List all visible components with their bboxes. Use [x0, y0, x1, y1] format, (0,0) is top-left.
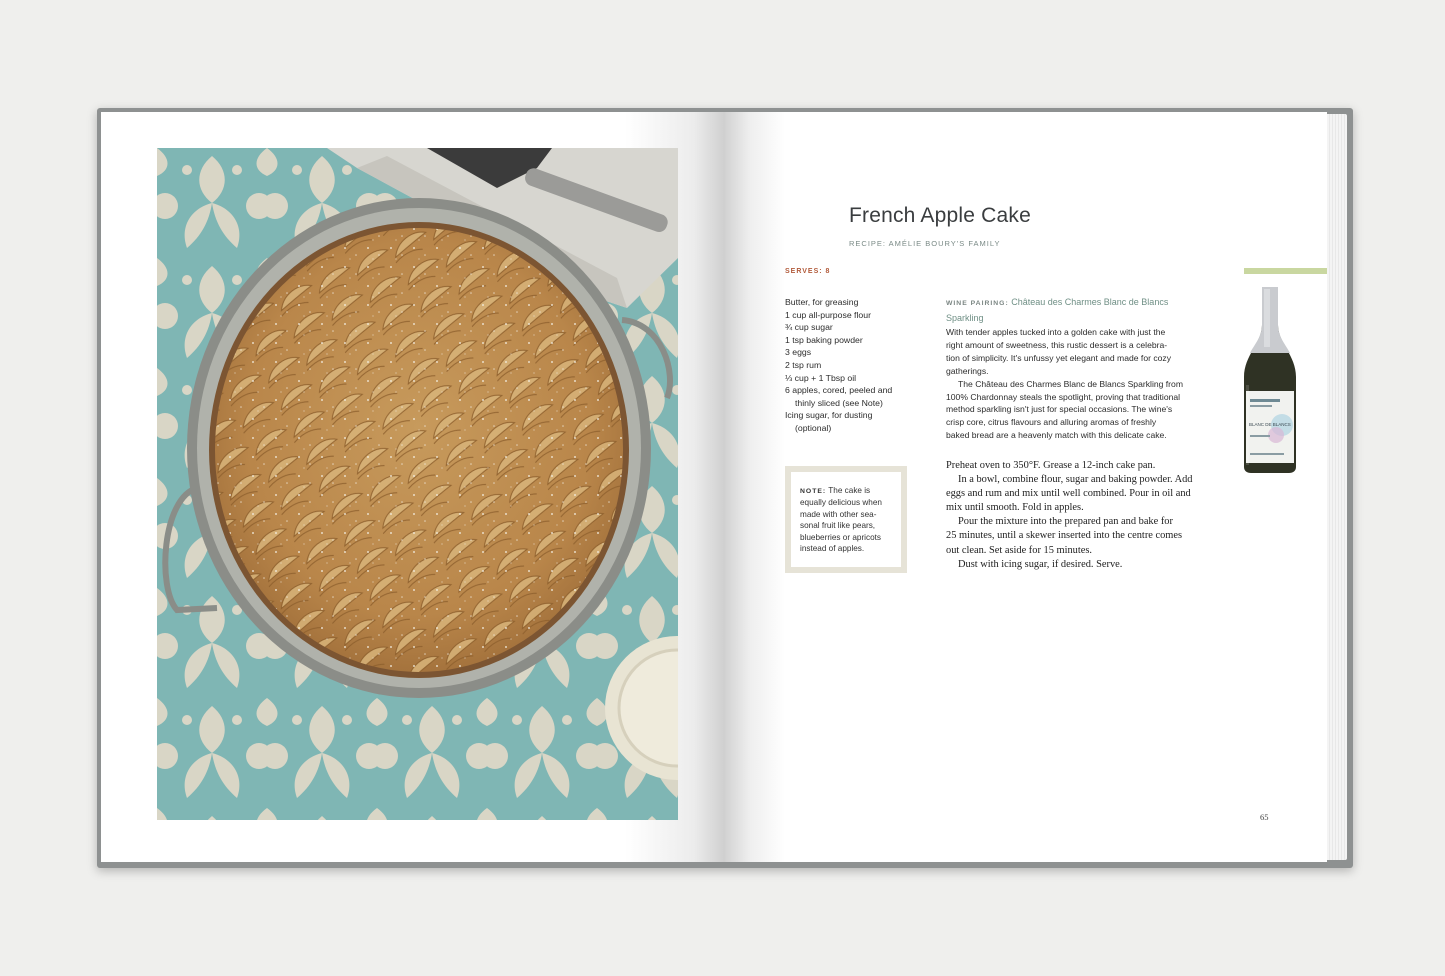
method-line: Dust with icing sugar, if desired. Serve.: [958, 558, 1123, 570]
method-line: eggs and rum and mix until well combined. Pour in oil and: [946, 488, 1191, 500]
description-line: With tender apples tucked into a golden cake with just the: [946, 327, 1166, 337]
description-line: baked bread are a heavenly match with this delicate cake.: [946, 430, 1167, 441]
note-text: sonal fruit like pears,: [800, 521, 876, 531]
description-line: crisp core, citrus flavours and alluring aromas of freshly: [946, 417, 1157, 428]
ingredient-item: thinly sliced (see Note): [795, 397, 883, 408]
note-text: instead of apples.: [800, 544, 865, 554]
ingredient-item: Icing sugar, for dusting: [785, 410, 873, 421]
note-label: NOTE:: [800, 488, 827, 495]
ingredient-item: ⅓ cup + 1 Tbsp oil: [785, 372, 857, 383]
description-line: gatherings.: [946, 365, 989, 376]
apple-cake-photo: [157, 148, 678, 820]
wine-pairing: [946, 295, 1216, 325]
accent-bar: [1244, 268, 1327, 274]
ingredient-item: ¾ cup sugar: [785, 322, 833, 333]
page-number: 65: [1260, 812, 1269, 822]
ingredient-item: (optional): [795, 422, 832, 433]
ingredient-item: Butter, for greasing: [785, 297, 859, 307]
ingredients-list: [785, 296, 915, 435]
wine-bottle-image: [1240, 285, 1300, 480]
wine-pairing-label: WINE PAIRING:: [946, 300, 1009, 307]
note-text: The cake is: [826, 486, 871, 495]
bottle-label-text: BLANC DE BLANCS: [1249, 422, 1291, 427]
recipe-description: [946, 326, 1216, 442]
note-box: [785, 466, 907, 573]
description-line: tion of simplicity. It's unfussy yet elegant and made for cozy: [946, 352, 1172, 363]
recipe-credit: RECIPE: AMÉLIE BOURY'S FAMILY: [849, 239, 1001, 248]
method-line: out clean. Set aside for 15 minutes.: [946, 544, 1093, 556]
recipe-title: French Apple Cake: [849, 204, 1032, 227]
note-text: equally delicious when: [800, 498, 882, 508]
wine-name: Château des Charmes Blanc de Blancs: [1011, 297, 1169, 307]
method-line: mix until smooth. Fold in apples.: [946, 502, 1084, 514]
method-line: 25 minutes, until a skewer inserted into the centre comes: [946, 530, 1183, 542]
method-line: Preheat oven to 350°F. Grease a 12-inch cake pan.: [946, 460, 1156, 471]
method-line: In a bowl, combine flour, sugar and baking powder. Add: [958, 474, 1193, 486]
ingredient-item: 2 tsp rum: [785, 359, 822, 370]
description-line: method sparkling isn't just for special occasions. The wine's: [946, 404, 1173, 415]
page-edges: [1327, 114, 1347, 860]
note-content: [791, 472, 901, 567]
ingredient-item: 6 apples, cored, peeled and: [785, 385, 893, 396]
description-line: 100% Chardonnay steals the spotlight, proving that traditional: [946, 391, 1181, 402]
note-text: blueberries or apricots: [800, 532, 882, 542]
serves-count: SERVES: 8: [785, 268, 831, 275]
description-line: The Château des Charmes Blanc de Blancs Sparkling from: [958, 378, 1183, 389]
ingredient-item: 1 tsp baking powder: [785, 334, 863, 345]
ingredient-item: 3 eggs: [785, 347, 812, 358]
note-text: made with other sea-: [800, 509, 877, 519]
recipe-method: [946, 459, 1216, 572]
ingredient-item: 1 cup all-purpose flour: [785, 309, 871, 320]
description-line: right amount of sweetness, this rustic dessert is a celebra-: [946, 339, 1168, 350]
method-line: Pour the mixture into the prepared pan and bake for: [958, 516, 1173, 528]
wine-name-cont: Sparkling: [946, 313, 984, 323]
